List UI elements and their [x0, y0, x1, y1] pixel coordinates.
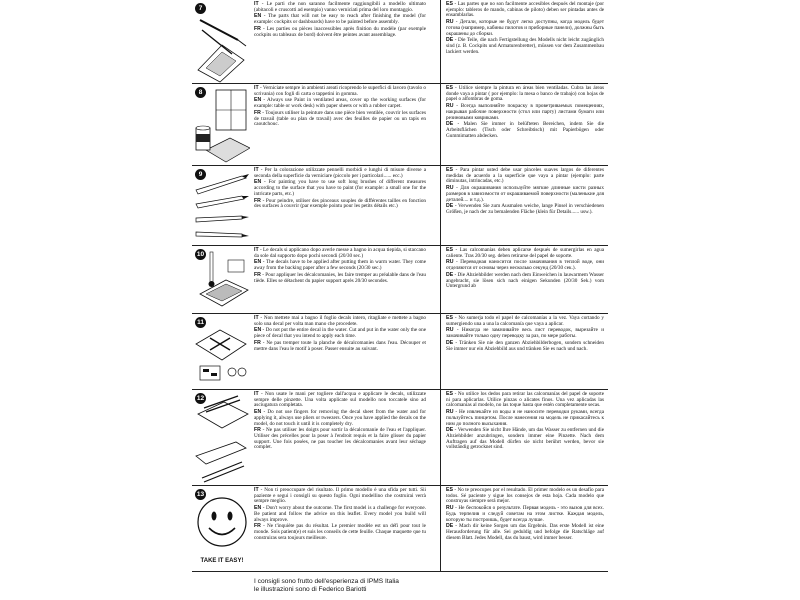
- step-8: [192, 84, 608, 166]
- paragraph-fr: FR - Ne pas tremper toute la planche de décalcomanies dans l'eau. Découper et mettre dans l'eau le motif à poser. Passer ensuite au suivant.: [254, 339, 426, 352]
- right-column: [446, 392, 604, 452]
- step-12-illustration: [192, 390, 250, 485]
- paragraph-it: IT - Non ti preoccupare del risultato. Il primo modello è una sfida per tutti. Sii paziente e segui i consigli su questo foglio. Ogni modellino che costruirai verrà sempre meglio.: [254, 487, 427, 505]
- column-divider: [440, 314, 441, 389]
- paragraph-en: EN - Do not use fingers for removing the decal sheet from the water and for applying it, always use pliers or tweezers. Once you have applied the decals on the model, do not touch it until it is completely dry.: [254, 409, 426, 427]
- left-column: [254, 168, 426, 211]
- tweezers-decal-illustration: [192, 390, 250, 486]
- paragraph-ru: RU - Не беспокойся о результате. Первая модель - это вызов для всех. Будь терпелив и следуй советам на этом листке. Каждая модель, которую ты построишь, будет всегда лучше.: [446, 505, 605, 523]
- step-9-illustration: [192, 166, 250, 245]
- left-column: [254, 392, 426, 452]
- paragraph-fr: FR - Ne pas utiliser les doigts pour sortir la décalcomanie de l'eau et l'appliquer. Utiliser des précelles pour la poser à l'endroit requis et la faire glisser du papier support. Une fois posées, ne pas toucher les décalcomanies avant leur séchage complet.: [254, 427, 426, 451]
- paragraph-es: ES - Utilice siempre la pintura en áreas bien ventiladas. Cubra las áreas donde vaya a pintar ( por ejemplo: la mesa o banco de trabajo) con hojas de papel o alfombras de goma.: [446, 85, 605, 103]
- step-10-illustration: [192, 246, 250, 313]
- column-divider: [440, 0, 441, 83]
- right-column: [446, 248, 604, 291]
- column-divider: [440, 84, 441, 165]
- paragraph-ru: RU - Никогда не замачивайте весь лист переводок, вырезайте и замачивайте только одну переводку за раз, по мере работы.: [446, 327, 605, 340]
- column-divider: [440, 486, 441, 571]
- step-number: 8: [195, 87, 206, 98]
- paragraph-es: ES - Para pintar usted debe usar pinceles suaves largos de diferentes medidas de acuerdo a la superficie que vaya a pintar (ejemplo: parte diminutas, intrincadas, etc.): [446, 167, 605, 185]
- paragraph-it: IT - Verniciate sempre in ambienti areati ricoprendo le superfici di lavoro (tavolo o scrivania) con fogli di carta o tappetini in gomma.: [254, 85, 427, 97]
- step-11: [192, 314, 608, 390]
- step-number: 12: [196, 395, 205, 402]
- step-13-illustration: [192, 486, 250, 571]
- step-11-illustration: [192, 314, 250, 389]
- column-divider: [440, 246, 441, 313]
- step-7: [192, 0, 608, 84]
- paragraph-it: IT - Le decals si applicano dopo averle messe a bagno in acqua tiepida, si staccano da sole dal supporto dopo pochi secondi (20/30 sec.): [254, 247, 426, 259]
- paragraph-it: IT - Le parti che non saranno facilmente raggiungibili a modello ultimato (abitacoli e cruscotti ad esempio) vanno verniciati prima del loro montaggio.: [254, 1, 426, 13]
- credits-line-1: I consigli sono frutto dell'esperienza di IPMS Italia: [254, 578, 399, 585]
- right-column: [446, 2, 604, 56]
- step-12: [192, 390, 608, 486]
- paragraph-ru: RU - Не извлекайте из воды и не наносите переводки руками, всегда пользуйтесь пинцетом. После нанесения на модель не прикасайтесь к ним до полного высыхания.: [446, 409, 604, 427]
- paragraph-de: DE - Verwenden Sie zum Ausmalen weiche, lange Pinsel in verschiedenen Größen, je nach der zu bemalenden Fläche (klein für Details...... usw.).: [446, 203, 604, 215]
- paragraph-fr: FR - Pour appliquer les décalcomanies, les faire tremper au préalable dans de l'eau tiède. Elles se détachent du papier support après 20/30 secondes.: [254, 271, 427, 284]
- step-number: 11: [195, 317, 206, 328]
- right-column: [446, 168, 604, 217]
- paragraph-ru: RU - Детали, которые не будут легко доступны, когда модель будет готова (например, кабины пилотов и приборные панели), должны быть окрашены до сборки.: [446, 19, 605, 37]
- paragraph-en: EN - For painting you have to use soft long brushes of different measures according to the surface that you have to paint (for example: a small one for the intricate parts, etc.): [254, 179, 426, 197]
- paragraph-es: ES - Las partes que no son facilmente accesibles después del montaje (por ejemplo: tableros de mando, cabinas de piloto) deben ser pintadas antes de ensamblarlas.: [446, 1, 604, 19]
- step-13: [192, 486, 608, 572]
- right-column: [446, 316, 604, 353]
- step-number: 9: [195, 169, 206, 180]
- column-divider: [440, 390, 441, 485]
- paragraph-de: DE - Mach dir keine Sorgen um das Ergebnis. Das erste Modell ist eine Herausforderung für alle. Sei geduldig und befolge die Ratschläge auf diesem Blatt. Jedes Modell, das du baust, wird immer besser.: [446, 523, 605, 541]
- left-column: [254, 248, 426, 285]
- left-column: [254, 86, 426, 129]
- paragraph-fr: FR - Pour peindre, utiliser des pinceaux souples de différentes tailles en fonction des surfaces à couvrir (par exemple pointu pour les petits détails etc.): [254, 197, 427, 210]
- step-number: 10: [196, 251, 205, 258]
- paragraph-fr: FR - Ne t'inquiète pas du résultat. Le premier modèle est un défi pour tout le monde. Sois patient(e) et suis les conseils de cette feuille. Chaque maquette que tu construiras sera toujours meilleure.: [254, 523, 426, 541]
- paragraph-es: ES - Las calcomanías deben aplicarse después de sumergirlas en agua caliente. Tras 20/30 seg. deben retirarse del papel de soporte.: [446, 247, 604, 259]
- paragraph-fr: FR - Toujours utiliser la peinture dans une pièce bien ventilée, couvrir les surfaces de travail (table ou plan de travail) avec des feuilles de papier ou un tapis en caoutchouc.: [254, 109, 426, 128]
- instruction-page: [192, 0, 608, 600]
- paragraph-es: ES - No te preocupes por el resultado. El primer modelo es un desafío para todos. Sé paciente y sigue los consejos de esta hoja. Cada modelo que construyas siempre será mejor.: [446, 487, 604, 505]
- paragraph-ru: RU - Для окрашивания используйте мягкие длинные кисти разных размеров в зависимости от окрашиваемой поверхности (маленькие для деталей.... и т.д.).: [446, 185, 604, 203]
- paragraph-es: ES - No utilice los dedos para retirar las calcomanías del papel de soporte ni para aplicarlas. Utilice pinzas o alicates finos. Una vez aplicadas las calcomanías al modelo, no las toque hasta que estén completamente secas.: [446, 391, 605, 409]
- paragraph-de: DE - Die Teile, die nach Fertigstellung des Modells nicht leicht zugänglich sind (z. B. Cockpits und Armaturenbretter), müssen vor dem Zusammenbau lackiert werden.: [446, 37, 605, 55]
- paragraph-en: EN - Always use Paint in ventilated areas, cover up the working surfaces (for example: table or work desk) with paper sheets or with a rubber carpet.: [254, 97, 426, 110]
- right-column: [446, 86, 604, 140]
- step-9: [192, 166, 608, 246]
- right-column: [446, 488, 604, 542]
- paragraph-it: IT - Non mettete mai a bagno il foglio decals intero, ritagliate e mettete a bagno solo una decal per volta man mano che procedete.: [254, 315, 427, 327]
- paragraph-it: IT - Non usate le mani per togliere dall'acqua e applicare le decals, utilizzate sempre delle pinzette. Una volta applicate sul modello non toccatele sino ad asciugatura completata.: [254, 391, 426, 409]
- step-7-illustration: [192, 0, 250, 83]
- step-8-illustration: [192, 84, 250, 165]
- paragraph-fr: FR - Les parties ou pièces inaccessibles après finition du modèle (par exemple cockpits ou tableaux de bord) doivent être peintes avant assemblage.: [254, 25, 427, 38]
- paragraph-en: EN - Don't worry about the outcome. The first model is a challenge for everyone. Be patient and follow the advice on this leaflet. Every model you build will always improve.: [254, 505, 427, 523]
- left-column: [254, 2, 426, 39]
- paragraph-en: EN - Do not put the entire decal in the water. Cut and put in the water only the one piece of decal that you intend to apply each time.: [254, 327, 426, 340]
- step-number: 7: [195, 3, 206, 14]
- paragraph-es: ES - No sumerja todo el papel de calcomanías a la vez. Vaya cortando y sumergiendo una a una la calcomanía que vaya a aplicar.: [446, 315, 605, 327]
- credits-line-2: le illustrazioni sono di Federico Bariotti: [254, 586, 367, 593]
- paragraph-en: EN - The decals have to be applied after putting them in warm water. They come away from the backing paper after a few seconds (20/30 sec.): [254, 259, 426, 272]
- column-divider: [440, 166, 441, 245]
- left-column: [254, 488, 426, 542]
- paragraph-de: DE - Tränken Sie nie den ganzen Abziehbilderbogen, sondern schneiden Sie immer nur ein Abziehbild aus und tränken Sie es nach und nach.: [446, 339, 605, 352]
- paragraph-en: EN - The parts that will not be easy to reach after finishing the model (for example: cockpits or dashboards) have to be painted before assembly.: [254, 13, 426, 26]
- take-it-easy-caption: TAKE IT EASY!: [200, 558, 244, 564]
- paragraph-it: IT - Per la colorazione utilizzate pennelli morbidi e lunghi di misure diverse a seconda della superficie da verniciare (piccolo per i particolari...... ecc.): [254, 167, 427, 179]
- paragraph-de: DE - Die Abziehbilder werden nach dem Einweichen in lauwarmem Wasser angebracht, sie lösen sich nach einigen Sekunden (20/30 Sek.) vom Untergrund ab: [446, 271, 605, 290]
- paragraph-de: DE - Malen Sie immer in belüfteten Bereichen, indem Sie die Arbeitsflächen (Tisch oder Schreibtisch) mit Papierbögen oder Gummimatten abdecken.: [446, 121, 604, 139]
- step-number: 13: [196, 491, 205, 498]
- left-column: [254, 316, 426, 353]
- paragraph-de: DE - Verwenden Sie nicht Ihre Hände, um das Wasser zu entfernen und die Abziehbilder anzubringen, sondern immer eine Pinzette. Nach dem Auftragen auf das Modell dürfen sie nicht berührt werden, bevor sie vollständig getrocknet sind.: [446, 427, 605, 451]
- step-10: [192, 246, 608, 314]
- credits-footer: [254, 578, 399, 594]
- paragraph-ru: RU - Всегда выполняйте покраску в проветриваемых помещениях, накрывая рабочие поверхности (стол или парту) листами бумаги или резиновыми ковриками.: [446, 103, 605, 121]
- paragraph-ru: RU - Переводная наносится после замачивания в теплой воде, они отделяются от основы через несколько секунд (20/30 сек.).: [446, 259, 605, 272]
